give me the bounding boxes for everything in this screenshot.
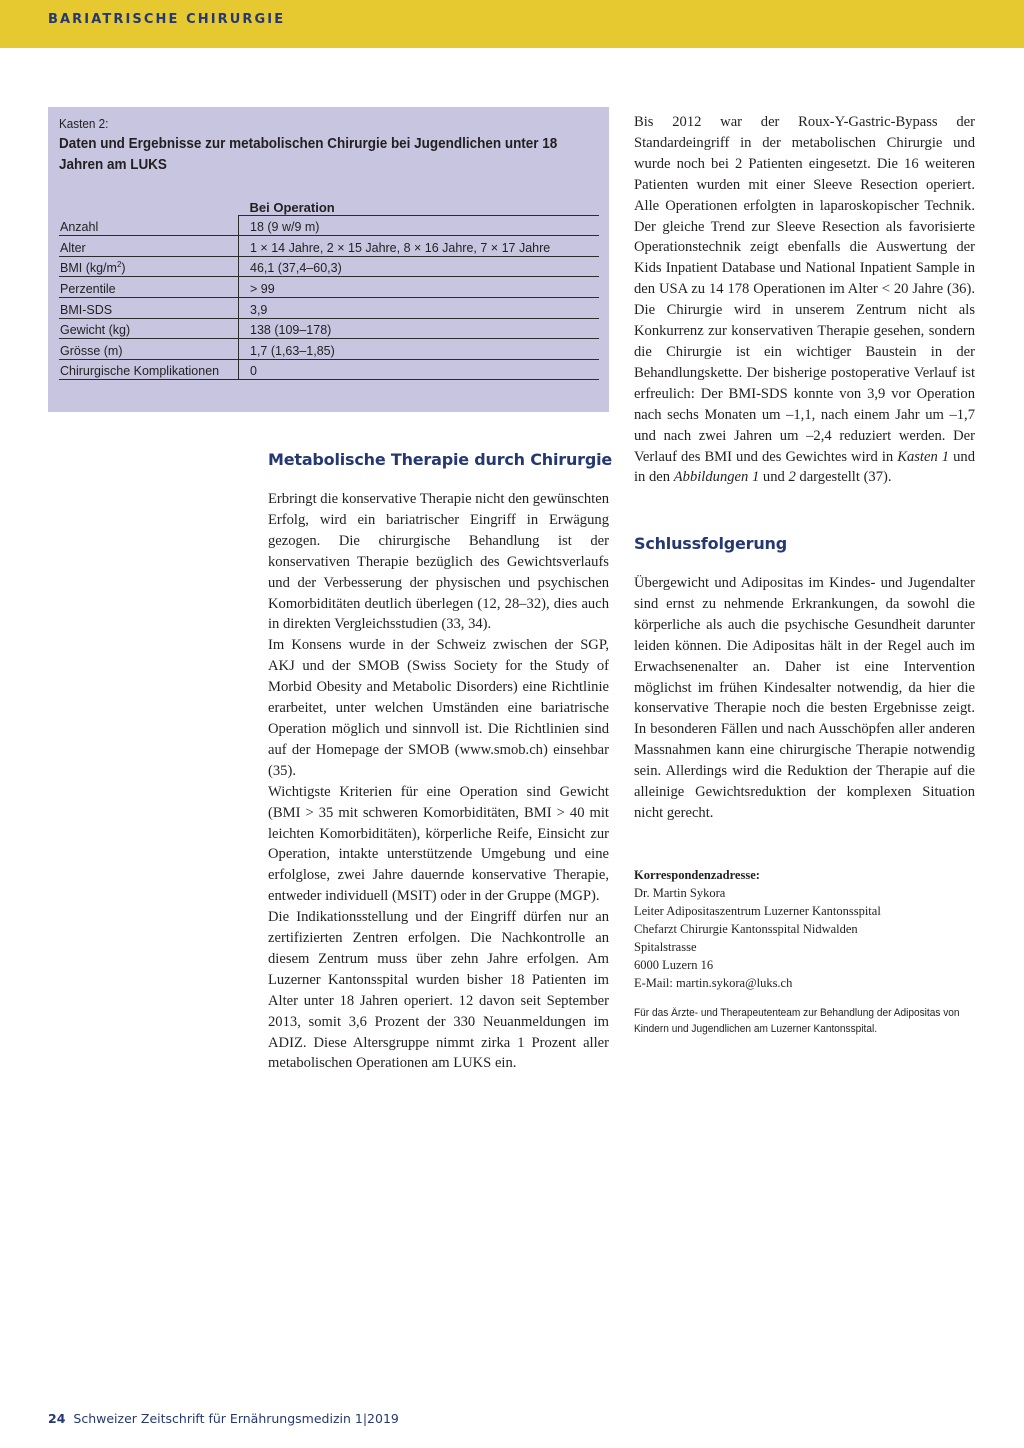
contact-line: Spitalstrasse bbox=[634, 940, 697, 954]
contact-line: Leiter Adipositaszentrum Luzerner Kantonsspital bbox=[634, 904, 881, 918]
row-label: Alter bbox=[59, 236, 239, 257]
section-heading-conclusion: Schlussfolgerung bbox=[634, 534, 787, 553]
body-column-middle bbox=[268, 489, 609, 1074]
table-row bbox=[59, 339, 599, 360]
row-value: 1 × 14 Jahre, 2 × 15 Jahre, 8 × 16 Jahre, 7 × 17 Jahre bbox=[239, 236, 600, 257]
reference-abbildungen: Abbildungen 1 bbox=[673, 469, 760, 486]
row-label: BMI-SDS bbox=[59, 297, 239, 318]
table-row bbox=[59, 256, 599, 277]
paragraph: Bis 2012 war der Roux-Y-Gastric-Bypass der Standardeingriff in der metabolischen Chirurgie und wurde noch bei 2 Patienten eingesetzt. Die 16 weiteren Patienten wurden mit einer Sleeve Resection operiert. Alle Operationen erfolgten in laparoskopischer Technik. Der gleiche Trend zur Sleeve Resection als favorisierte Operationstechnik zeigt ebenfalls die Auswertung der Kids Inpatient Database und National Inpatient Sample in den USA zu 14 178 Operationen im Alter < 20 Jahre (36). Die Chirurgie wird in unserem Zentrum nicht als Konkurrenz zur konservativen Therapie gesehen, sondern die Chirurgie ist ein wichtiger Baustein in der Behandlungskette. Der bisherige postoperative Verlauf ist erfreulich: Der BMI-SDS konnte von 3,9 vor Operation nach sechs Monaten um –1,1, nach einem Jahr um –1,7 und nach zwei Jahren um –2,4 reduziert werden. Der Verlauf des BMI und des Gewichtes wird in Kasten 1 und in den Abbildungen 1 und 2 dargestellt (37). bbox=[634, 114, 976, 486]
stats-header-row bbox=[59, 195, 599, 215]
row-value: 1,7 (1,63–1,85) bbox=[239, 339, 600, 360]
table-row bbox=[59, 318, 599, 339]
contact-line: 6000 Luzern 16 bbox=[634, 958, 714, 972]
row-value: 0 bbox=[239, 359, 600, 380]
paragraph: Im Konsens wurde in der Schweiz zwischen der SGP, AKJ und der SMOB (Swiss Society for the Study of Morbid Obesity and Metabolic Disorders) eine Richtlinie erarbeitet, unter welchen Umständen eine bariatrische Operation möglich und sinnvoll ist. Die Richtlinien sind auf der Homepage der SMOB (www.smob.ch) einsehbar (35). bbox=[268, 637, 609, 779]
contact-label: Korrespondenzadresse: bbox=[634, 868, 760, 882]
page-number: 24 bbox=[48, 1411, 66, 1426]
table-row bbox=[59, 236, 599, 257]
paragraph: Die Indikationsstellung und der Eingriff dürfen nur an zertifizierten Zentren erfolgen. Die Nachkontrolle an diesem Zentrum muss über zehn Jahre erfolgen. Am Luzerner Kantonsspital wurden bisher 18 Patienten im Alter unter 18 Jahren operiert. 12 davon seit September 2013, somit 3,6 Prozent der 330 Neuanmeldungen im ADIZ. Diese Altersgruppe nimmt zirka 1 Prozent aller metabolischen Operationen am LUKS ein. bbox=[268, 909, 609, 1072]
box-title: Daten und Ergebnisse zur metabolischen Chirurgie bei Jugendlichen unter 18 Jahren am LUKS bbox=[59, 136, 558, 173]
row-label: Anzahl bbox=[59, 215, 239, 236]
section-header-bar bbox=[0, 0, 1024, 48]
journal-title: Schweizer Zeitschrift für Ernährungsmedizin 1|2019 bbox=[73, 1411, 399, 1426]
page-footer bbox=[48, 1411, 399, 1426]
row-value: 3,9 bbox=[239, 297, 600, 318]
row-value: 46,1 (37,4–60,3) bbox=[239, 256, 600, 277]
body-column-right bbox=[634, 112, 975, 488]
row-label: Gewicht (kg) bbox=[59, 318, 239, 339]
row-value: > 99 bbox=[239, 277, 600, 298]
stats-column-header: Bei Operation bbox=[239, 195, 600, 215]
table-row bbox=[59, 215, 599, 236]
row-label: Chirurgische Komplikationen bbox=[59, 359, 239, 380]
paragraph: Übergewicht und Adipositas im Kindes- und Jugendalter sind ernst zu nehmende Erkrankungen, da sowohl die körperliche als auch die psychische Gesundheit darunter leiden können. Die Adipositas hält in der Regel auch im Erwachsenenalter an. Daher ist eine Intervention möglichst im frühen Kindesalter notwendig, da hier die konservative Therapie noch die besten Ergebnisse zeigt. In besonderen Fällen und nach Ausschöpfen aller anderen Massnahmen kann eine chirurgische Therapie notwendig sein. Allerdings wird die Reduktion der Therapie auf die alleinige Gewichtsreduktion der komplexen Situation nicht gerecht. bbox=[634, 575, 975, 821]
stats-table bbox=[59, 195, 599, 380]
paragraph: Wichtigste Kriterien für eine Operation sind Gewicht (BMI > 35 mit schweren Komorbiditäten, BMI > 40 mit leichten Komorbiditäten), körperliche Reife, Einsicht zur Operation, intakte unterstützende Umgebung und eine erfolglose, zwei Jahre dauernde konservative Therapie, entweder individuell (MSIT) oder in der Gruppe (MGP). bbox=[268, 783, 609, 905]
info-box bbox=[48, 107, 609, 412]
section-label: BARIATRISCHE CHIRURGIE bbox=[48, 12, 286, 27]
contact-line: Chefarzt Chirurgie Kantonsspital Nidwalden bbox=[634, 922, 858, 936]
contact-line: Dr. Martin Sykora bbox=[634, 886, 726, 900]
box-kicker: Kasten 2: bbox=[59, 116, 109, 131]
table-row bbox=[59, 359, 599, 380]
table-row bbox=[59, 297, 599, 318]
contact-email: E-Mail: martin.sykora@luks.ch bbox=[634, 976, 793, 990]
row-label-bmi: BMI $(kg/m^2)$ bbox=[59, 256, 239, 277]
paragraph: Erbringt die konservative Therapie nicht den gewünschten Erfolg, wird ein bariatrischer Eingriff in Erwägung gezogen. Die chirurgische Behandlung ist der konservativen Therapie bezüglich des Gewichtsverlaufs und der Verbesserung der physischen und psychischen Komorbiditäten deutlich überlegen (12, 28–32), dies auch in direkten Vergleichsstudien (33, 34). bbox=[268, 491, 609, 633]
row-value: 138 (109–178) bbox=[239, 318, 600, 339]
row-value: 18 (9 w/9 m) bbox=[239, 215, 600, 236]
table-row bbox=[59, 277, 599, 298]
row-label: Grösse (m) bbox=[59, 339, 239, 360]
row-label: Perzentile bbox=[59, 277, 239, 298]
conclusion-text bbox=[634, 573, 975, 824]
section-heading-metabolic: Metabolische Therapie durch Chirurgie bbox=[268, 450, 613, 469]
reference-abbildung-2: 2 bbox=[788, 469, 796, 486]
team-footnote: Für das Ärzte- und Therapeutenteam zur Behandlung der Adipositas von Kindern und Jugendlichen am Luzerner Kantonsspital. bbox=[634, 1007, 960, 1035]
reference-kasten: Kasten 1 bbox=[897, 448, 950, 465]
contact-block bbox=[634, 866, 984, 992]
